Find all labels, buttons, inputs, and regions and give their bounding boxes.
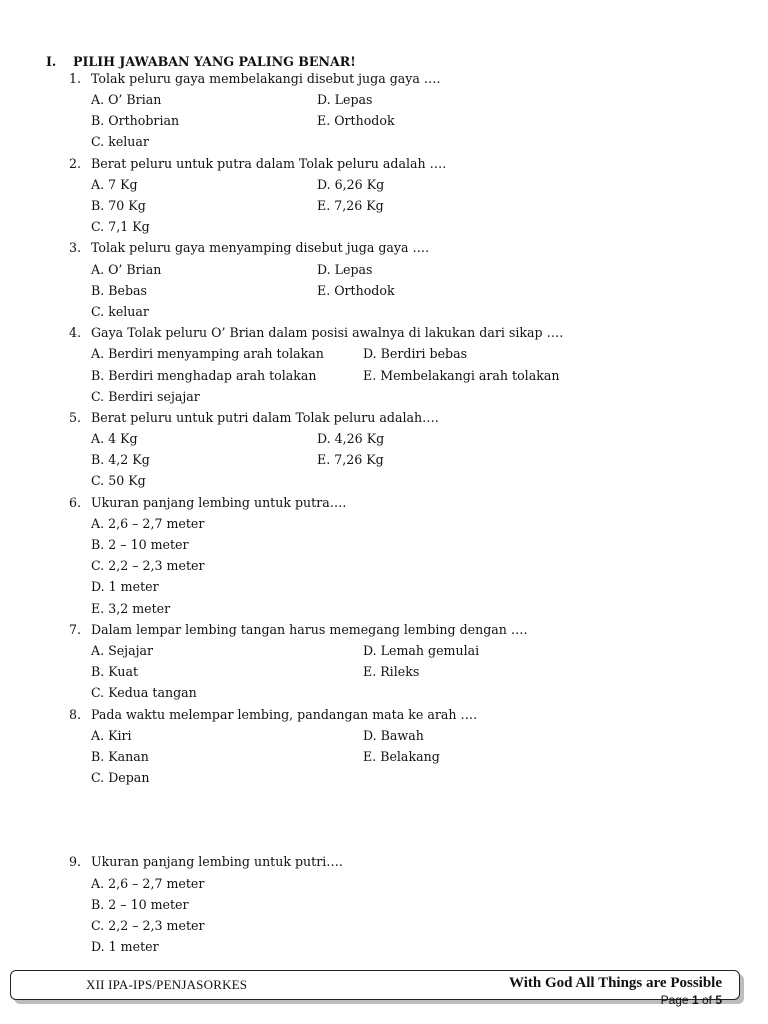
option-a: A. Sejajar bbox=[91, 643, 154, 658]
option-a: A. 4 Kg bbox=[91, 431, 138, 446]
option-b: B. Orthobrian bbox=[91, 113, 180, 128]
page-prefix: Page bbox=[660, 993, 692, 1007]
option-e: E. Orthodok bbox=[317, 113, 395, 128]
section-title: PILIH JAWABAN YANG PALING BENAR! bbox=[73, 54, 356, 69]
option-c: C. keluar bbox=[91, 304, 149, 319]
option-e: E. Rileks bbox=[363, 664, 420, 679]
question-text: Dalam lempar lembing tangan harus memegang lembing dengan …. bbox=[91, 622, 528, 637]
option-a: A. 2,6 – 2,7 meter bbox=[91, 516, 205, 531]
question-text: Berat peluru untuk putri dalam Tolak peluru adalah…. bbox=[91, 410, 439, 425]
option-c: C. Berdiri sejajar bbox=[91, 389, 200, 404]
question-text: Ukuran panjang lembing untuk putra…. bbox=[91, 495, 347, 510]
option-b: B. 4,2 Kg bbox=[91, 452, 150, 467]
question-number: 3. bbox=[69, 240, 82, 255]
option-b: B. 2 – 10 meter bbox=[91, 897, 189, 912]
footer-motto: With God All Things are Possible bbox=[509, 975, 722, 991]
option-e: E. Belakang bbox=[363, 749, 440, 764]
question-number: 4. bbox=[69, 325, 82, 340]
page-total: 5 bbox=[715, 993, 722, 1007]
page-of: of bbox=[698, 993, 716, 1007]
question-text: Ukuran panjang lembing untuk putri…. bbox=[91, 854, 343, 869]
option-a: A. Kiri bbox=[91, 728, 132, 743]
question-number: 5. bbox=[69, 410, 82, 425]
option-e: E. 7,26 Kg bbox=[317, 452, 384, 467]
option-e: E. Membelakangi arah tolakan bbox=[363, 368, 560, 383]
option-a: A. Berdiri menyamping arah tolakan bbox=[91, 346, 324, 361]
option-c: C. Kedua tangan bbox=[91, 685, 197, 700]
option-b: B. Kuat bbox=[91, 664, 139, 679]
option-b: B. Berdiri menghadap arah tolakan bbox=[91, 368, 317, 383]
option-a: A. 7 Kg bbox=[91, 177, 138, 192]
option-a: A. 2,6 – 2,7 meter bbox=[91, 876, 205, 891]
question-number: 8. bbox=[69, 707, 82, 722]
question-number: 7. bbox=[69, 622, 82, 637]
option-b: B. Kanan bbox=[91, 749, 149, 764]
option-c: C. 2,2 – 2,3 meter bbox=[91, 558, 205, 573]
option-a: A. O’ Brian bbox=[91, 262, 162, 277]
question-number: 6. bbox=[69, 495, 82, 510]
option-d: D. Lepas bbox=[317, 92, 373, 107]
page-current: 1 bbox=[691, 993, 699, 1007]
option-d: D. Lemah gemulai bbox=[363, 643, 480, 658]
option-c: C. 7,1 Kg bbox=[91, 219, 150, 234]
option-d: D. 4,26 Kg bbox=[317, 431, 385, 446]
option-d: D. Lepas bbox=[317, 262, 373, 277]
option-e: E. 7,26 Kg bbox=[317, 198, 384, 213]
question-text: Gaya Tolak peluru O’ Brian dalam posisi awalnya di lakukan dari sikap …. bbox=[91, 325, 564, 340]
option-c: C. Depan bbox=[91, 770, 150, 785]
option-a: A. O’ Brian bbox=[91, 92, 162, 107]
option-b: B. Bebas bbox=[91, 283, 148, 298]
option-c: C. keluar bbox=[91, 134, 149, 149]
option-d: D. 1 meter bbox=[91, 579, 159, 594]
option-e: E. 3,2 meter bbox=[91, 601, 171, 616]
option-d: D. Berdiri bebas bbox=[363, 346, 468, 361]
option-b: B. 2 – 10 meter bbox=[91, 537, 189, 552]
option-b: B. 70 Kg bbox=[91, 198, 146, 213]
question-number: 2. bbox=[69, 156, 82, 171]
footer-class-label: XII IPA-IPS/PENJASORKES bbox=[86, 977, 248, 992]
option-d: D. 1 meter bbox=[91, 939, 159, 954]
question-text: Pada waktu melempar lembing, pandangan mata ke arah …. bbox=[91, 707, 478, 722]
page-number bbox=[661, 993, 722, 1007]
option-e: E. Orthodok bbox=[317, 283, 395, 298]
option-c: C. 2,2 – 2,3 meter bbox=[91, 918, 205, 933]
question-text: Berat peluru untuk putra dalam Tolak peluru adalah …. bbox=[91, 156, 447, 171]
question-text: Tolak peluru gaya menyamping disebut juga gaya …. bbox=[91, 240, 430, 255]
question-number: 9. bbox=[69, 854, 82, 869]
option-c: C. 50 Kg bbox=[91, 473, 146, 488]
option-d: D. 6,26 Kg bbox=[317, 177, 385, 192]
section-numeral: I. bbox=[46, 54, 57, 69]
question-text: Tolak peluru gaya membelakangi disebut juga gaya …. bbox=[91, 71, 441, 86]
question-number: 1. bbox=[69, 71, 82, 86]
option-d: D. Bawah bbox=[363, 728, 424, 743]
